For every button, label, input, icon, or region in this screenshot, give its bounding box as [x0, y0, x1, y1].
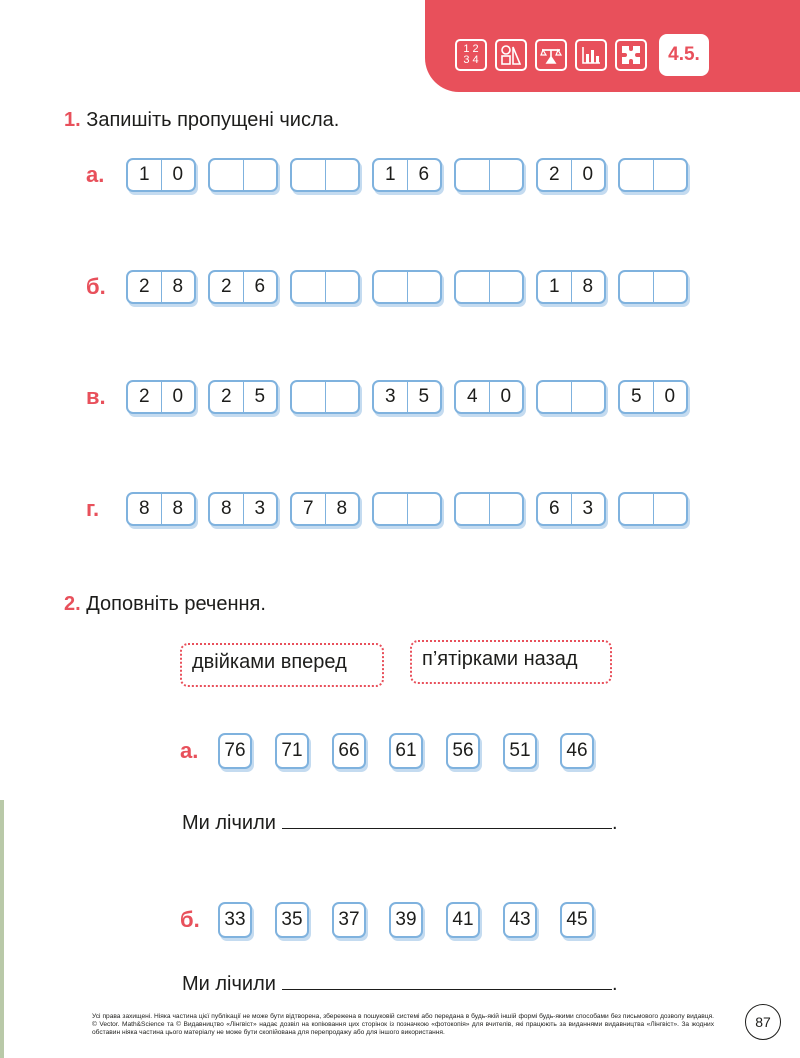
digit-cell[interactable] [408, 494, 441, 524]
digit-cell: 5 [254, 386, 266, 407]
digit-cell: 5 [418, 386, 430, 407]
bar-chart-icon [575, 39, 607, 71]
digit-box [126, 158, 196, 192]
digit-cell: 8 [210, 494, 244, 524]
digit-cell[interactable] [572, 382, 605, 412]
digit-cell[interactable] [490, 494, 523, 524]
numbers-icon-line-1: 1 2 [463, 43, 479, 55]
digit-box [208, 270, 278, 304]
digit-box[interactable] [618, 492, 688, 526]
sentence-a-start: Ми лічили [182, 812, 276, 834]
task-2-number: 2. [64, 593, 81, 615]
digit-cell[interactable] [654, 160, 687, 190]
sequence-number: 71 [275, 733, 309, 769]
digit-cell: 6 [538, 494, 572, 524]
digit-box[interactable] [618, 158, 688, 192]
digit-cell: 2 [210, 382, 244, 412]
digit-cell: 8 [128, 494, 162, 524]
digit-cell: 8 [172, 498, 184, 519]
digit-cell: 5 [620, 382, 654, 412]
digit-cell[interactable] [654, 494, 687, 524]
sequence-number: 76 [218, 733, 252, 769]
digit-cell: 3 [374, 382, 408, 412]
sequence-number: 41 [446, 902, 480, 938]
digit-cell[interactable] [408, 272, 441, 302]
digit-box [536, 492, 606, 526]
digit-cell: 8 [172, 276, 184, 297]
sequence-number: 46 [560, 733, 594, 769]
digit-cell: 0 [172, 164, 184, 185]
digit-cell[interactable] [292, 382, 326, 412]
digit-box [372, 380, 442, 414]
row-label: г. [86, 496, 100, 521]
digit-cell: 0 [582, 164, 594, 185]
sequence-number: 39 [389, 902, 423, 938]
digit-box[interactable] [536, 380, 606, 414]
digit-cell: 1 [538, 272, 572, 302]
digit-box [208, 380, 278, 414]
sentence-a-end: . [611, 812, 618, 834]
sequence-number: 35 [275, 902, 309, 938]
sentence-b-start: Ми лічили [182, 973, 276, 995]
digit-cell[interactable] [326, 160, 359, 190]
digit-cell: 4 [456, 382, 490, 412]
digit-cell: 0 [664, 386, 676, 407]
digit-cell[interactable] [374, 272, 408, 302]
digit-box [290, 492, 360, 526]
digit-cell[interactable] [456, 160, 490, 190]
digit-cell[interactable] [210, 160, 244, 190]
side-strip [0, 800, 4, 1058]
number-row [86, 492, 700, 526]
digit-box[interactable] [454, 158, 524, 192]
digit-box [454, 380, 524, 414]
task-1-number: 1. [64, 109, 81, 131]
task-2-title: Доповніть речення. [86, 593, 266, 615]
sentence-b-end: . [611, 973, 618, 995]
page-number-text: 87 [755, 1014, 771, 1030]
sequence-b-label: б. [180, 907, 200, 932]
page-number [745, 1004, 781, 1040]
number-row [86, 158, 700, 192]
digit-cell: 0 [172, 386, 184, 407]
answer-line-a[interactable] [282, 828, 612, 829]
row-label: а. [86, 162, 105, 187]
digit-cell: 8 [336, 498, 348, 519]
task-2-heading [64, 593, 266, 616]
sequence-b [180, 902, 617, 938]
digit-cell[interactable] [244, 160, 277, 190]
digit-box [208, 492, 278, 526]
section-badge [659, 34, 709, 76]
number-row [86, 270, 700, 304]
task-1-title: Запишіть пропущені числа. [86, 109, 340, 131]
sequence-number: 37 [332, 902, 366, 938]
digit-box[interactable] [208, 158, 278, 192]
sentence-a [182, 812, 618, 835]
digit-cell: 0 [500, 386, 512, 407]
row-label: в. [86, 384, 106, 409]
row-label: б. [86, 274, 106, 299]
sequence-number: 51 [503, 733, 537, 769]
digit-cell[interactable] [326, 272, 359, 302]
digit-cell[interactable] [490, 160, 523, 190]
word-option-2 [410, 640, 612, 684]
digit-box[interactable] [454, 270, 524, 304]
numbers-icon [455, 39, 487, 71]
copyright-notice: Усі права захищені. Ніяка частина цієї публікації не може бути відтворена, збережена в пошуковій системі або передана в будь-якій іншій формі будь-якими способами без письмового дозволу видавця. © Vector. Math&Science та © Видавництво «Лінгвіст» надає дозвіл на копіювання цих сторінок із позначкою «фотокопія» для вчителів, які працюють за виданнями видавництва «Лінгвіст». За жодних обставин ніяка частина цього матеріалу не може бути скопійована для перепродажу або для іншого використання. [92, 1013, 714, 1036]
digit-cell: 3 [254, 498, 266, 519]
digit-cell: 6 [254, 276, 266, 297]
digit-box[interactable] [290, 270, 360, 304]
sequence-number: 56 [446, 733, 480, 769]
digit-cell: 2 [538, 160, 572, 190]
digit-cell[interactable] [620, 494, 654, 524]
digit-cell: 3 [582, 498, 594, 519]
digit-box[interactable] [290, 380, 360, 414]
digit-box [126, 270, 196, 304]
answer-line-b[interactable] [282, 989, 612, 990]
digit-cell[interactable] [374, 494, 408, 524]
word-option-2-text: п’ятірками назад [422, 648, 578, 670]
digit-cell: 7 [292, 494, 326, 524]
digit-box [536, 158, 606, 192]
digit-cell[interactable] [620, 272, 654, 302]
task-1-heading [64, 109, 339, 132]
digit-box [126, 380, 196, 414]
word-option-1 [180, 643, 384, 687]
sequence-number: 61 [389, 733, 423, 769]
digit-cell[interactable] [538, 382, 572, 412]
word-option-1-text: двійками вперед [192, 651, 347, 673]
digit-cell[interactable] [490, 272, 523, 302]
digit-cell: 8 [582, 276, 594, 297]
sequence-number: 43 [503, 902, 537, 938]
scales-icon [535, 39, 567, 71]
numbers-icon-line-2: 3 4 [463, 54, 479, 66]
digit-cell[interactable] [620, 160, 654, 190]
number-row [86, 380, 700, 414]
digit-cell[interactable] [292, 272, 326, 302]
header-icons [455, 34, 709, 76]
digit-cell[interactable] [654, 272, 687, 302]
digit-box [126, 492, 196, 526]
digit-cell: 2 [210, 272, 244, 302]
sequence-number: 45 [560, 902, 594, 938]
digit-cell: 2 [128, 382, 162, 412]
digit-cell[interactable] [456, 272, 490, 302]
digit-box[interactable] [454, 492, 524, 526]
digit-cell: 1 [128, 160, 162, 190]
digit-box[interactable] [618, 270, 688, 304]
digit-cell: 6 [418, 164, 430, 185]
section-number: 4.5. [668, 44, 700, 65]
digit-cell[interactable] [456, 494, 490, 524]
digit-box[interactable] [290, 158, 360, 192]
digit-box[interactable] [372, 270, 442, 304]
digit-box [536, 270, 606, 304]
sequence-number: 66 [332, 733, 366, 769]
sequence-number: 33 [218, 902, 252, 938]
sentence-b [182, 973, 618, 996]
puzzle-icon [615, 39, 647, 71]
digit-box [618, 380, 688, 414]
sequence-a-label: а. [180, 738, 199, 763]
sequence-a [180, 733, 617, 769]
digit-cell[interactable] [292, 160, 326, 190]
digit-box [372, 158, 442, 192]
digit-box[interactable] [372, 492, 442, 526]
digit-cell[interactable] [326, 382, 359, 412]
digit-cell: 1 [374, 160, 408, 190]
digit-cell: 2 [128, 272, 162, 302]
geometry-icon [495, 39, 527, 71]
